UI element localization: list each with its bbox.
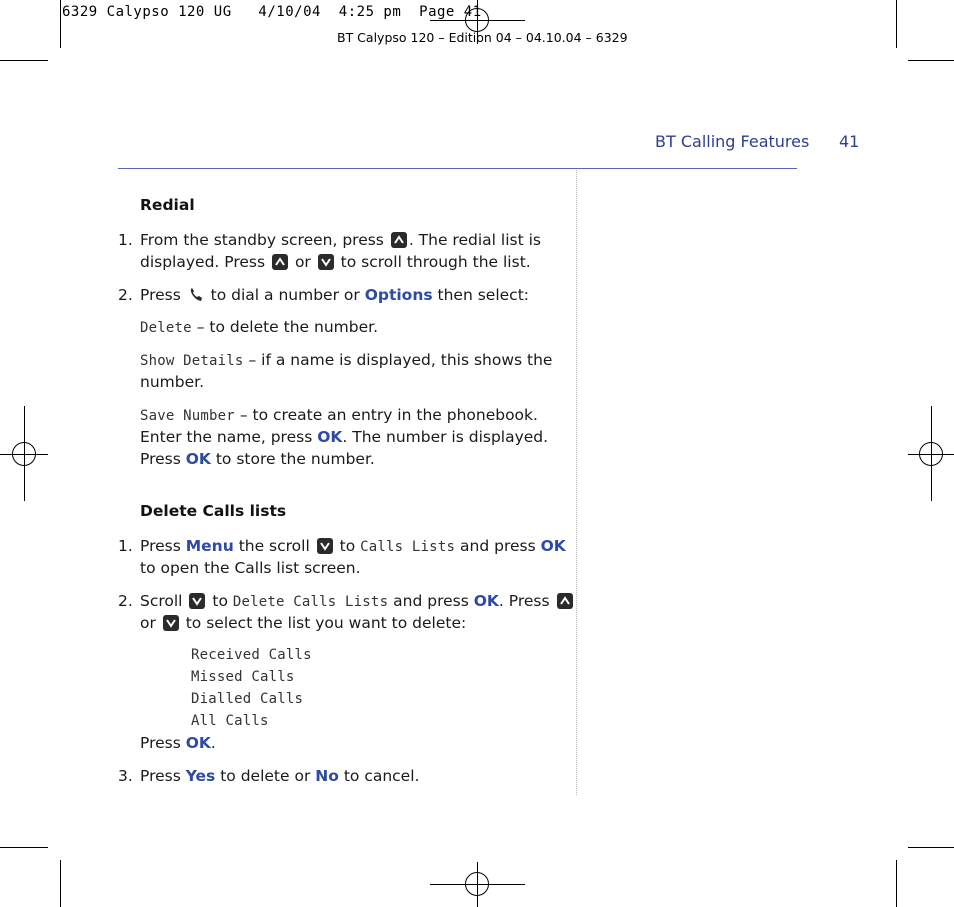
step-number: 1. xyxy=(118,231,133,249)
options-softkey-label: Options xyxy=(364,286,433,304)
column-divider xyxy=(576,170,577,795)
redial-heading: Redial xyxy=(140,196,195,214)
crop-mark xyxy=(0,60,48,61)
list-item-missed: Missed Calls xyxy=(191,669,295,685)
talk-key-icon xyxy=(188,287,204,303)
crop-mark xyxy=(908,60,954,61)
lcd-text: Calls Lists xyxy=(360,539,456,555)
option-save-number-line2: Enter the name, press OK. The number is displayed. xyxy=(140,428,549,446)
crop-mark xyxy=(896,0,897,48)
page-number: 41 xyxy=(839,132,860,151)
edition-line: BT Calypso 120 – Edition 04 – 04.10.04 – 6329 xyxy=(337,30,628,45)
delete-step1-line2: to open the Calls list screen. xyxy=(140,559,361,577)
delete-step1-line1: Press Menu the scroll to Calls Lists and press OK xyxy=(140,537,566,555)
option-show-details: Show Details – if a name is displayed, this shows the xyxy=(140,351,553,369)
step-number: 1. xyxy=(118,537,133,555)
scroll-up-key-icon xyxy=(272,254,288,270)
lcd-text: Save Number xyxy=(140,408,235,424)
option-save-number: Save Number – to create an entry in the phonebook. xyxy=(140,406,538,424)
delete-step3-line: Press Yes to delete or No to cancel. xyxy=(140,767,420,785)
lcd-text: Delete Calls Lists xyxy=(232,594,389,610)
option-delete: Delete – to delete the number. xyxy=(140,318,379,336)
delete-step2-line2: or to select the list you want to delete: xyxy=(140,614,467,632)
delete-step2-line1: Scroll to Delete Calls Lists and press OK. Press xyxy=(140,590,575,613)
lcd-text: Delete xyxy=(140,320,192,336)
option-save-number-line3: Press OK to store the number. xyxy=(140,450,375,468)
step-number: 2. xyxy=(118,286,133,304)
step-number: 2. xyxy=(118,592,133,610)
header-rule xyxy=(118,168,797,169)
list-item-dialled: Dialled Calls xyxy=(191,691,304,707)
crop-mark xyxy=(896,860,897,907)
registration-mark xyxy=(12,442,36,466)
lcd-text: Show Details xyxy=(140,353,244,369)
redial-step1-line2: displayed. Press or to scroll through the list. xyxy=(140,253,531,271)
step-number: 3. xyxy=(118,767,133,785)
crop-mark xyxy=(60,860,61,907)
scroll-down-key-icon xyxy=(317,538,333,554)
crop-mark xyxy=(0,847,48,848)
print-slug: 6329 Calypso 120 UG 4/10/04 4:25 pm Page 41 xyxy=(62,4,482,20)
press-ok-line: Press OK. xyxy=(140,734,216,752)
list-item-received: Received Calls xyxy=(191,647,312,663)
scroll-up-key-icon xyxy=(557,593,573,609)
scroll-down-key-icon xyxy=(163,615,179,631)
crop-mark xyxy=(908,847,954,848)
scroll-up-key-icon xyxy=(391,232,407,248)
scroll-down-key-icon xyxy=(318,254,334,270)
option-show-details-cont: number. xyxy=(140,373,204,391)
registration-mark xyxy=(919,442,943,466)
scroll-down-key-icon xyxy=(189,593,205,609)
delete-calls-heading: Delete Calls lists xyxy=(140,502,287,520)
crop-mark xyxy=(60,0,61,48)
section-title: BT Calling Features xyxy=(655,132,810,151)
redial-step1-line1: From the standby screen, press . The redial list is xyxy=(140,231,541,249)
registration-mark xyxy=(465,872,489,896)
redial-step2-line: Press to dial a number or Options then select: xyxy=(140,286,529,304)
list-item-all: All Calls xyxy=(191,713,269,729)
